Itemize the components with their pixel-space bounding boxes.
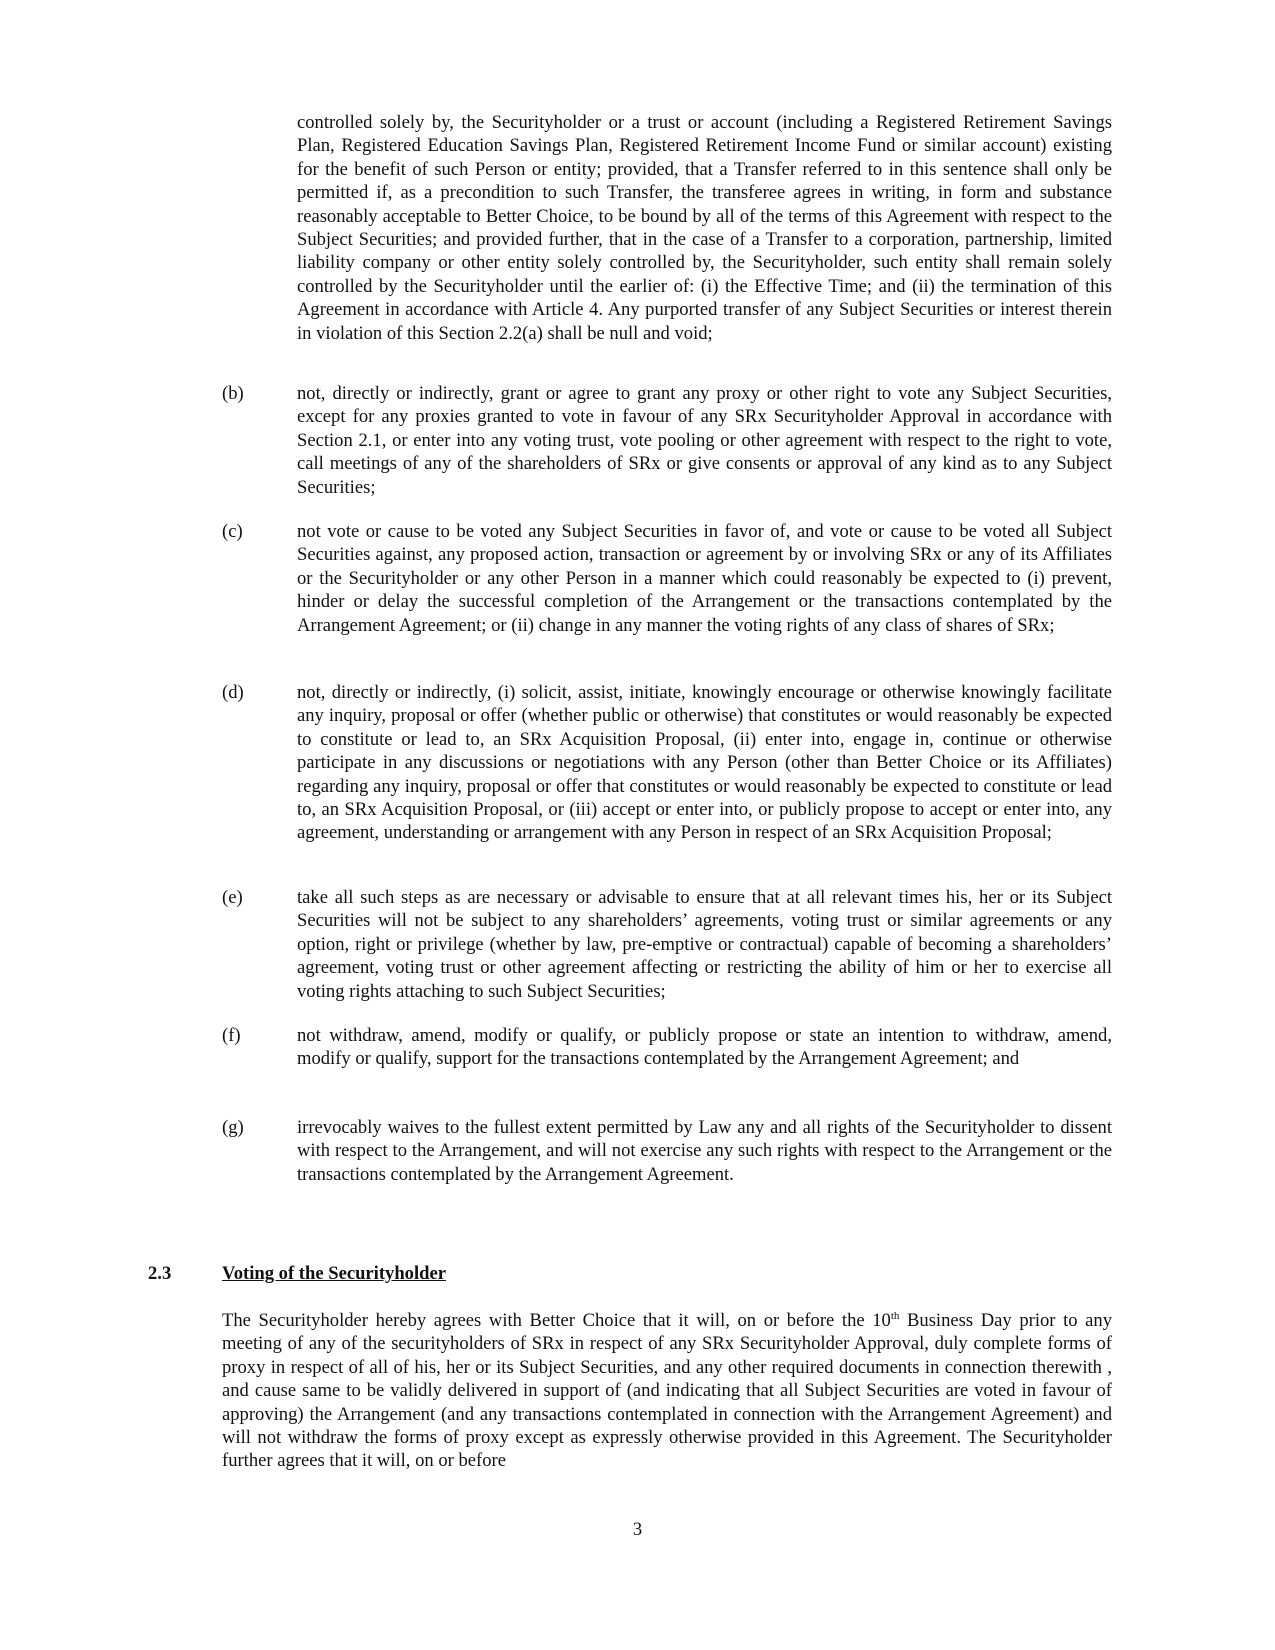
- section-body-rest: Business Day prior to any meeting of any of the securityholders of SRx in respect of any SRx Securityholder Approval, duly complete forms of proxy in respect of all of his, her or its Subject Securities, and any other required documents in connection therewith , and cause same to be validly delivered in support of (and indicating that all Subject Securities are voted in favour of approving) the Arrangement (and any transactions contemplated in connection with the Arrangement Agreement) and will not withdraw the forms of proxy except as expressly otherwise provided in this Agreement. The Securityholder further agrees that it will, on or before: [222, 1310, 1113, 1472]
- clause-f-label: (f): [222, 1025, 241, 1046]
- section-body-paragraph: [222, 1309, 1112, 1473]
- continuation-paragraph: controlled solely by, the Securityholder or a trust or account (including a Registered Retirement Savings Plan, Registered Education Savings Plan, Registered Retirement Income Fund or similar account) existing for the benefit of such Person or entity; provided, that a Transfer referred to in this sentence shall only be permitted if, as a precondition to such Transfer, the transferee agrees in writing, in form and substance reasonably acceptable to Better Choice, to be bound by all of the terms of this Agreement with respect to the Subject Securities; and provided further, that in the case of a Transfer to a corporation, partnership, limited liability company or other entity solely controlled by, the Securityholder, such entity shall remain solely controlled by the Securityholder until the earlier of: (i) the Effective Time; and (ii) the termination of this Agreement in accordance with Article 4. Any purported transfer of any Subject Securities or interest therein in violation of this Section 2.2(a) shall be null and void;: [297, 112, 1112, 344]
- clause-b-label: (b): [222, 383, 244, 404]
- clause-e-label: (e): [222, 887, 243, 908]
- ordinal-superscript: th: [890, 1309, 900, 1322]
- clause-f-text: not withdraw, amend, modify or qualify, or publicly propose or state an intention to withdraw, amend, modify or qualify, support for the transactions contemplated by the Arrangement Agreement; and: [297, 1025, 1112, 1070]
- section-number: 2.3: [148, 1263, 172, 1284]
- section-body-start: The Securityholder hereby agrees with Better Choice that it will, on or before the 10: [222, 1310, 891, 1331]
- page-number: 3: [632, 1519, 643, 1540]
- clause-g-label: (g): [222, 1117, 244, 1138]
- clause-d-label: (d): [222, 682, 244, 703]
- clause-g-text: irrevocably waives to the fullest extent permitted by Law any and all rights of the Securityholder to dissent with respect to the Arrangement, and will not exercise any such rights with respect to the Arrangement or the transactions contemplated by the Arrangement Agreement.: [297, 1117, 1112, 1185]
- section-title: Voting of the Securityholder: [222, 1263, 446, 1284]
- clause-e-text: take all such steps as are necessary or advisable to ensure that at all relevant times his, her or its Subject Securities will not be subject to any shareholders’ agreements, voting trust or similar agreements or any option, right or privilege (whether by law, pre-emptive or contractual) capable of becoming a shareholders’ agreement, voting trust or other agreement affecting or restricting the ability of him or her to exercise all voting rights attaching to such Subject Securities;: [297, 887, 1112, 1002]
- clause-b-text: not, directly or indirectly, grant or agree to grant any proxy or other right to vote any Subject Securities, except for any proxies granted to vote in favour of any SRx Securityholder Approval in accordance with Section 2.1, or enter into any voting trust, vote pooling or other agreement with respect to the right to vote, call meetings of any of the shareholders of SRx or give consents or approval of any kind as to any Subject Securities;: [297, 383, 1112, 498]
- clause-c-text: not vote or cause to be voted any Subject Securities in favor of, and vote or cause to be voted all Subject Securities against, any proposed action, transaction or agreement by or involving SRx or any of its Affiliates or the Securityholder or any other Person in a manner which could reasonably be expected to (i) prevent, hinder or delay the successful completion of the Arrangement or the transactions contemplated by the Arrangement Agreement; or (ii) change in any manner the voting rights of any class of shares of SRx;: [297, 521, 1112, 636]
- clause-c-label: (c): [222, 521, 243, 542]
- clause-d-text: not, directly or indirectly, (i) solicit, assist, initiate, knowingly encourage or otherwise knowingly facilitate any inquiry, proposal or offer (whether public or otherwise) that constitutes or would reasonably be expected to constitute or lead to, an SRx Acquisition Proposal, (ii) enter into, engage in, continue or otherwise participate in any discussions or negotiations with any Person (other than Better Choice or its Affiliates) regarding any inquiry, proposal or offer that constitutes or would reasonably be expected to constitute or lead to, an SRx Acquisition Proposal, or (iii) accept or enter into, or publicly propose to accept or enter into, any agreement, understanding or arrangement with any Person in respect of an SRx Acquisition Proposal;: [297, 682, 1112, 844]
